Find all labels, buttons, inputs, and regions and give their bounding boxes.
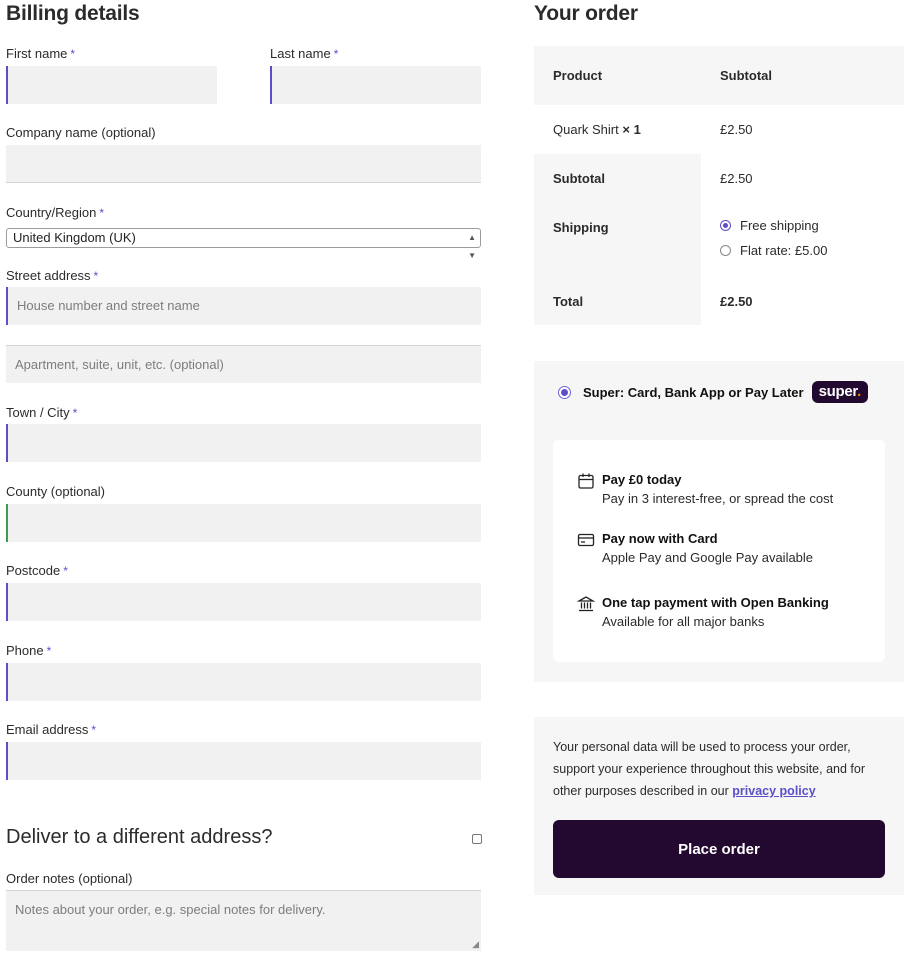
email-label: Email address * (6, 722, 97, 737)
payment-option-card (577, 529, 813, 567)
town-field (6, 405, 482, 421)
order-item-row (534, 105, 904, 154)
order-item-price: £2.50 (720, 122, 753, 137)
postcode-input[interactable] (6, 583, 481, 621)
street-field (6, 268, 482, 313)
country-value: United Kingdom (UK) (13, 230, 136, 245)
order-header-row (534, 46, 904, 105)
notes-textarea[interactable] (6, 890, 481, 951)
country-select[interactable] (6, 228, 481, 260)
shipping-options (720, 213, 827, 263)
order-totals-values (701, 154, 904, 325)
shipping-option-flat[interactable]: Flat rate: £5.00 (720, 238, 827, 263)
bank-icon (577, 595, 595, 613)
shipping-option-free[interactable]: Free shipping (720, 213, 827, 238)
calendar-icon (577, 472, 595, 490)
payment-options-card (553, 440, 885, 662)
deliver-different-row (6, 826, 482, 852)
payment-option-open-banking (577, 593, 829, 631)
last-name-label: Last name * (270, 46, 339, 61)
resize-handle-icon[interactable]: ◢ (472, 939, 479, 949)
last-name-input[interactable] (270, 66, 481, 104)
subtotal-label: Subtotal (553, 171, 605, 186)
postcode-label: Postcode * (6, 563, 68, 578)
phone-label: Phone * (6, 643, 52, 658)
order-table (534, 46, 904, 325)
order-totals (534, 154, 904, 325)
payment-method-super[interactable] (558, 381, 868, 403)
notes-placeholder: Notes about your order, e.g. special notes for delivery. (15, 902, 326, 917)
privacy-policy-link[interactable]: privacy policy (732, 784, 816, 798)
super-logo: super. (812, 381, 868, 403)
credit-card-icon (577, 531, 595, 549)
country-field (6, 205, 482, 221)
payment-box (534, 361, 904, 682)
radio-selected-icon[interactable] (720, 220, 731, 231)
phone-input[interactable] (6, 663, 481, 701)
payment-method-label: Super: Card, Bank App or Pay Later (583, 384, 804, 400)
payment-option-title: Pay now with Card (602, 531, 718, 546)
notes-field (6, 871, 482, 887)
payment-option-title: Pay £0 today (602, 472, 682, 487)
shipping-label: Shipping (553, 220, 609, 235)
deliver-different-label: Deliver to a different address? (6, 826, 273, 848)
payment-option-subtitle: Apple Pay and Google Pay available (602, 550, 814, 565)
total-label: Total (553, 294, 584, 309)
payment-option-subtitle: Pay in 3 interest-free, or spread the cost (602, 491, 834, 506)
street-label: Street address * (6, 268, 99, 283)
payment-option-subtitle: Available for all major banks (602, 614, 765, 629)
privacy-notice: Your personal data will be used to process your order, support your experience throughout this website, and for other purposes described in our privacy policy (553, 740, 865, 798)
email-input[interactable] (6, 742, 481, 780)
billing-title: Billing details (6, 2, 140, 25)
apartment-input[interactable]: Apartment, suite, unit, etc. (optional) (6, 345, 481, 383)
first-name-input[interactable] (6, 66, 217, 104)
county-field (6, 484, 482, 500)
company-input[interactable] (6, 145, 481, 183)
total-value: £2.50 (720, 294, 753, 309)
email-field (6, 722, 482, 738)
col-subtotal-header: Subtotal (720, 68, 772, 83)
place-order-button[interactable]: Place order (553, 820, 885, 878)
town-label: Town / City * (6, 405, 78, 420)
privacy-box (534, 717, 904, 895)
county-label: County (optional) (6, 484, 105, 499)
payment-option-pay-later (577, 470, 833, 508)
order-totals-labels (534, 154, 701, 325)
first-name-label: First name * (6, 46, 76, 61)
order-title: Your order (534, 2, 638, 25)
col-product-header: Product (553, 68, 603, 83)
order-item-name: Quark Shirt × 1 (553, 122, 641, 137)
payment-radio[interactable] (558, 386, 571, 399)
subtotal-value: £2.50 (720, 171, 753, 186)
county-input[interactable] (6, 504, 481, 542)
postcode-field (6, 563, 482, 579)
payment-option-title: One tap payment with Open Banking (602, 595, 829, 610)
radio-icon[interactable] (720, 245, 731, 256)
deliver-different-checkbox[interactable] (472, 834, 482, 844)
street-input[interactable]: House number and street name (6, 287, 481, 325)
country-label: Country/Region * (6, 205, 104, 220)
company-field (6, 125, 482, 141)
company-label: Company name (optional) (6, 125, 156, 140)
notes-label: Order notes (optional) (6, 871, 133, 886)
chevron-down-icon: ▲ ▼ (468, 233, 476, 260)
first-name-field (6, 46, 218, 62)
town-input[interactable] (6, 424, 481, 462)
last-name-field (270, 46, 482, 62)
phone-field (6, 643, 482, 659)
